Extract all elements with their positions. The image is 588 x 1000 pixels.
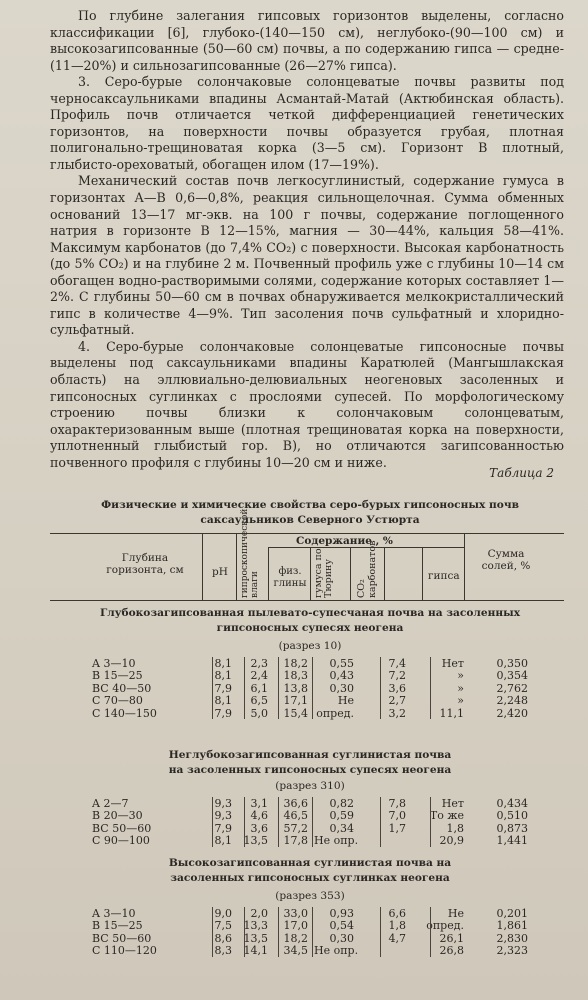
column-divider	[236, 533, 237, 600]
column-divider	[202, 533, 203, 600]
cell-fiz: 17,8	[283, 834, 308, 848]
cell-co2: 7,4	[388, 657, 406, 670]
paragraph: 4. Серо-бурые солончаковые солонцеватые гипсоносные почвы выделены под саксаульниками впадины Каратюлей (Мангышлакская область) на эллювиально-делювиальных неогеновых засоленных и гипсоносных суглинках с прослоями супесей. По морфологическому строению почвы близки к солончаковым солонцеватым, охарактеризованным выше (плотная трещиноватая корка на поверхности, уплотненный глыбистый гор. В), но отличаются загипсованностью почвенного профиля с глубины 10—20 см и ниже.	[50, 338, 564, 470]
cell-co2: 2,7	[388, 694, 406, 708]
cell-fiz: 17,1	[283, 694, 308, 708]
cell-co2: 3,6	[388, 681, 406, 695]
cell-gps: »	[457, 669, 464, 683]
cell-horizon: B 15—25	[92, 919, 143, 933]
cell-horizon: B 20—30	[92, 809, 143, 823]
cell-ph: 7,5	[214, 919, 232, 933]
cell-sum: 1,861	[496, 919, 528, 933]
cell-ph: 8,6	[214, 931, 232, 945]
table-row	[0, 944, 588, 957]
cell-hum: Не опр.	[314, 944, 359, 958]
cell-horizon: C 70—80	[92, 694, 143, 708]
cell-gps: Нет	[441, 797, 464, 810]
cell-sum: 0,434	[496, 797, 528, 810]
cell-horizon: BC 40—50	[92, 681, 152, 695]
header-gypsum: гипса	[428, 570, 460, 582]
cell-gyp: 3,6	[250, 821, 268, 835]
header-ph: pH	[212, 566, 228, 578]
row-tick-divider	[312, 797, 313, 847]
column-divider	[464, 533, 465, 600]
cell-horizon: C 110—120	[92, 944, 157, 958]
table-row	[0, 834, 588, 847]
cell-ph: 9,0	[214, 907, 232, 920]
section-title	[60, 606, 560, 636]
cell-gps: То же	[429, 809, 464, 823]
cell-gps: 26,1	[439, 931, 464, 945]
cell-fiz: 18,3	[283, 669, 308, 683]
cell-ph: 9,3	[214, 797, 232, 810]
header-depth: Глубина горизонта, см	[106, 552, 184, 576]
cell-ph: 7,9	[214, 706, 232, 720]
cell-hum: 0,43	[329, 669, 354, 683]
cell-fiz: 18,2	[283, 657, 308, 670]
cell-gps: Не	[447, 907, 464, 920]
cell-horizon: BC 50—60	[92, 931, 152, 945]
cell-fiz: 15,4	[283, 706, 308, 720]
cell-sum: 2,248	[496, 694, 528, 708]
column-divider	[422, 547, 423, 600]
cell-ph: 8,1	[214, 694, 232, 708]
table-rule-header-bottom	[50, 600, 564, 601]
cell-sum: 2,762	[496, 681, 528, 695]
cell-gyp: 3,1	[250, 797, 268, 810]
cell-gps: Нет	[441, 657, 464, 670]
cell-gyp: 2,3	[250, 657, 268, 670]
table-row	[0, 707, 588, 720]
row-tick-divider	[430, 797, 431, 847]
cell-sum: 2,323	[496, 944, 528, 958]
table-title	[60, 498, 560, 528]
cell-fiz: 46,5	[283, 809, 308, 823]
cell-hum: 0,30	[329, 681, 354, 695]
section-title-line: засоленных гипсоносных суглинках неогена	[170, 872, 450, 884]
cell-fiz: 17,0	[283, 919, 308, 933]
table-row	[0, 907, 588, 920]
section-number: (разрез 310)	[275, 780, 345, 792]
cell-sum: 2,830	[496, 931, 528, 945]
cell-hum: 0,34	[329, 821, 354, 835]
cell-ph: 7,9	[214, 821, 232, 835]
row-tick-divider	[380, 797, 381, 847]
table-row	[0, 669, 588, 682]
cell-horizon: B 15—25	[92, 669, 143, 683]
header-gyp-moisture: гипроскопической влаги	[240, 508, 260, 598]
cell-horizon: A 3—10	[92, 907, 136, 920]
row-tick-divider	[380, 907, 381, 957]
cell-ph: 8,1	[214, 669, 232, 683]
table-row	[0, 657, 588, 670]
table-row	[0, 694, 588, 707]
header-humus: гумуса по Тюрину	[313, 548, 334, 598]
cell-co2: 3,2	[388, 706, 406, 720]
cell-sum: 0,873	[496, 821, 528, 835]
table-row	[0, 932, 588, 945]
row-tick-divider	[212, 657, 213, 719]
table-row	[0, 682, 588, 695]
cell-fiz: 33,0	[283, 907, 308, 920]
cell-co2: 7,8	[388, 797, 406, 810]
header-phys-clay: физ. глины	[273, 566, 307, 589]
section-title-line: Высокозагипсованная суглинистая почва на	[168, 857, 452, 869]
cell-sum: 0,201	[496, 907, 528, 920]
table-row	[0, 919, 588, 932]
cell-gyp: 13,5	[243, 931, 268, 945]
cell-gps: опред.	[426, 919, 464, 933]
cell-hum: 0,82	[329, 797, 354, 810]
cell-gps: 11,1	[439, 706, 464, 720]
cell-co2: 7,2	[388, 669, 406, 683]
section-title-line: на засоленных гипсоносных супесях неогена	[168, 764, 452, 776]
section-title-line: гипсоносных супесях неогена	[216, 622, 404, 634]
cell-gps: »	[457, 694, 464, 708]
cell-sum: 0,350	[496, 657, 528, 670]
cell-horizon: A 3—10	[92, 657, 136, 670]
cell-ph: 8,1	[214, 834, 232, 848]
column-divider	[310, 547, 311, 600]
table-row	[0, 822, 588, 835]
section-number: (разрез 353)	[275, 890, 345, 902]
cell-horizon: C 90—100	[92, 834, 150, 848]
cell-fiz: 34,5	[283, 944, 308, 958]
cell-hum: Не опр.	[314, 834, 359, 848]
cell-co2: 4,7	[388, 931, 406, 945]
row-tick-divider	[278, 907, 279, 957]
paragraph: Механический состав почв легкосуглинистый, содержание гумуса в горизонтах А—В 0,6—0,8%, реакция сильнощелочная. Сумма обменных оснований 13—17 мг-экв. на 100 г почвы, содержание поглощенного натрия в горизонте В 12—15%, магния — 30—44%, кальция 58—41%. Максимум карбонатов (до 7,4% CO₂) с поверхности. Высокая карбонатность (до 5% CO₂) и на глубине 2 м. Почвенный профиль уже с глубины 10—14 см обогащен водно-растворимыми солями, содержание которых составляет 1—2%. С глубины 50—60 см в почвах обнаруживается мелкокристаллический гипс в количестве 4—9%. Тип засоления почв сульфатный и хлоридно-сульфатный.	[50, 173, 564, 338]
section-title	[60, 856, 560, 886]
header-co2: CO₂ карбонатов	[356, 540, 378, 598]
cell-co2: 1,8	[388, 919, 406, 933]
cell-gps: 1,8	[446, 821, 464, 835]
paragraph: 3. Серо-бурые солончаковые солонцеватые почвы развиты под черносаксаульниками впадины Асмантай-Матай (Актюбинская область). Профиль почв отличается четкой дифференциацией генетических горизонтов, на поверхности почвы образуется грубая, плотная полигонально-трещиноватая корка (3—5 см). Горизонт В плотный, глыбисто-ореховатый, обогащен илом (17—19%).	[50, 74, 564, 172]
section-title-line: Глубокозагипсованная пылевато-супесчаная почва на засоленных	[99, 607, 521, 619]
cell-sum: 0,510	[496, 809, 528, 823]
row-tick-divider	[278, 797, 279, 847]
cell-hum: 0,55	[329, 657, 354, 670]
row-tick-divider	[244, 907, 245, 957]
cell-fiz: 18,2	[283, 931, 308, 945]
cell-gps: 20,9	[439, 834, 464, 848]
cell-ph: 9,3	[214, 809, 232, 823]
row-tick-divider	[430, 657, 431, 719]
header-content-group: Содержание , %	[296, 535, 393, 547]
column-divider	[384, 547, 385, 600]
row-tick-divider	[380, 657, 381, 719]
row-tick-divider	[212, 797, 213, 847]
row-tick-divider	[244, 797, 245, 847]
cell-gyp: 6,5	[250, 694, 268, 708]
cell-ph: 8,3	[214, 944, 232, 958]
cell-hum: 0,54	[329, 919, 354, 933]
cell-gyp: 2,0	[250, 907, 268, 920]
row-tick-divider	[244, 657, 245, 719]
row-tick-divider	[278, 657, 279, 719]
cell-hum: 0,59	[329, 809, 354, 823]
cell-hum: Не	[337, 694, 354, 708]
cell-hum: опред.	[316, 706, 354, 720]
cell-horizon: A 2—7	[92, 797, 129, 810]
cell-gyp: 13,3	[243, 919, 268, 933]
cell-co2: 1,7	[388, 821, 406, 835]
cell-gyp: 4,6	[250, 809, 268, 823]
section-title-line: Неглубокозагипсованная суглинистая почва	[168, 749, 452, 761]
cell-fiz: 36,6	[283, 797, 308, 810]
table-title-line: Физические и химические свойства серо-бурых гипсоносных почв	[101, 499, 519, 511]
cell-sum: 0,354	[496, 669, 528, 683]
cell-sum: 2,420	[496, 706, 528, 720]
column-divider	[350, 547, 351, 600]
table-row	[0, 797, 588, 810]
section-title	[60, 748, 560, 778]
paragraph: По глубине залегания гипсовых горизонтов выделены, согласно классификации [6], глубоко-(140—150 см), неглубоко-(90—100 см) и высокозагипсованные (50—60 см) почвы, а по содержанию гипса — средне- (11—20%) и сильнозагипсованные (26—27% гипса).	[50, 8, 564, 73]
cell-gps: »	[457, 681, 464, 695]
cell-hum: 0,93	[329, 907, 354, 920]
cell-gps: 26,8	[439, 944, 464, 958]
cell-gyp: 5,0	[250, 706, 268, 720]
cell-co2: 7,0	[388, 809, 406, 823]
cell-gyp: 6,1	[250, 681, 268, 695]
cell-co2: 6,6	[388, 907, 406, 920]
cell-hum: 0,30	[329, 931, 354, 945]
row-tick-divider	[430, 907, 431, 957]
table-row	[0, 809, 588, 822]
row-tick-divider	[312, 907, 313, 957]
section-number: (разрез 10)	[278, 640, 342, 652]
cell-horizon: C 140—150	[92, 706, 157, 720]
cell-ph: 8,1	[214, 657, 232, 670]
cell-ph: 7,9	[214, 681, 232, 695]
cell-gyp: 2,4	[250, 669, 268, 683]
cell-sum: 1,441	[496, 834, 528, 848]
body-text	[50, 8, 564, 471]
column-divider	[268, 547, 269, 600]
cell-gyp: 14,1	[243, 944, 268, 958]
cell-horizon: BC 50—60	[92, 821, 152, 835]
cell-fiz: 57,2	[283, 821, 308, 835]
header-salts: Сумма солей, %	[481, 548, 531, 572]
row-tick-divider	[312, 657, 313, 719]
table-rule-top	[50, 533, 564, 534]
table-title-line: саксаульников Северного Устюрта	[200, 514, 420, 526]
cell-gyp: 13,5	[243, 834, 268, 848]
cell-fiz: 13,8	[283, 681, 308, 695]
table-label: Таблица 2	[489, 466, 554, 480]
row-tick-divider	[212, 907, 213, 957]
